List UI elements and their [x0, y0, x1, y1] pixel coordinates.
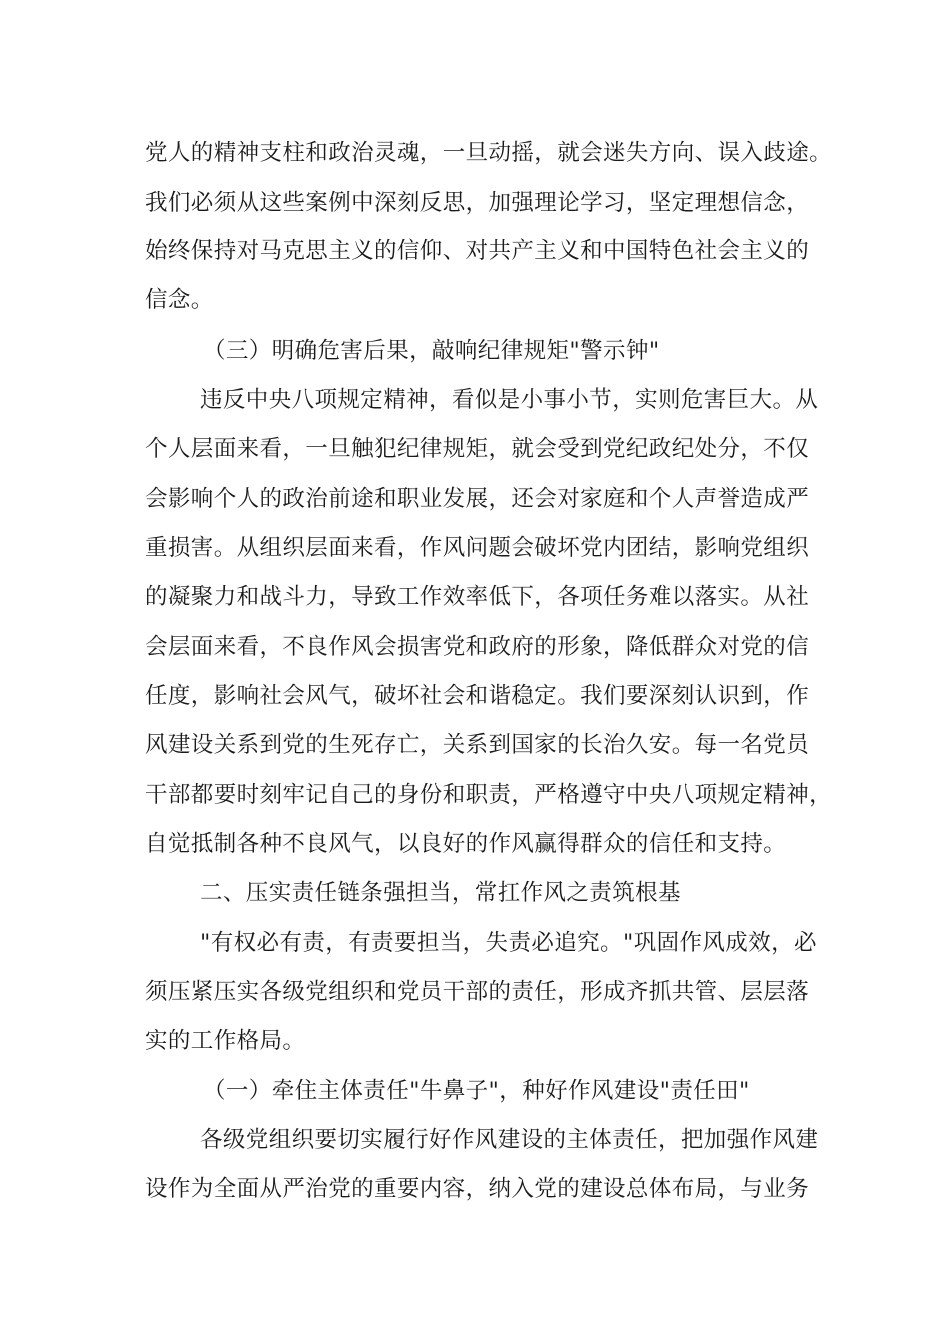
paragraph-line: 会影响个人的政治前途和职业发展，还会对家庭和个人声誉造成严	[145, 486, 810, 512]
paragraph-line: 风建设关系到党的生死存亡，关系到国家的长治久安。每一名党员	[145, 732, 810, 758]
chapter-heading: 二、压实责任链条强担当，常扛作风之责筑根基	[200, 880, 681, 906]
paragraph-line: 须压紧压实各级党组织和党员干部的责任，形成齐抓共管、层层落	[145, 979, 810, 1005]
paragraph-line: 的凝聚力和战斗力，导致工作效率低下，各项任务难以落实。从社	[145, 584, 810, 610]
paragraph-line: 违反中央八项规定精神，看似是小事小节，实则危害巨大。从	[200, 387, 819, 413]
paragraph-line: 个人层面来看，一旦触犯纪律规矩，就会受到党纪政纪处分，不仅	[145, 436, 810, 462]
paragraph-line: 任度，影响社会风气，破坏社会和谐稳定。我们要深刻认识到，作	[145, 683, 810, 709]
section-heading: （一）牵住主体责任"牛鼻子"，种好作风建设"责任田"	[203, 1078, 750, 1104]
paragraph-line: "有权必有责，有责要担当，失责必追究。"巩固作风成效，必	[200, 930, 817, 956]
paragraph-line: 会层面来看，不良作风会损害党和政府的形象，降低群众对党的信	[145, 634, 810, 660]
paragraph-line: 党人的精神支柱和政治灵魂，一旦动摇，就会迷失方向、误入歧途。	[145, 140, 833, 166]
paragraph-line: 我们必须从这些案例中深刻反思，加强理论学习，坚定理想信念，	[145, 190, 810, 216]
section-heading: （三）明确危害后果，敲响纪律规矩"警示钟"	[203, 338, 660, 364]
paragraph-line: 始终保持对马克思主义的信仰、对共产主义和中国特色社会主义的	[145, 238, 810, 264]
paragraph-line: 实的工作格局。	[145, 1028, 306, 1054]
paragraph-line: 自觉抵制各种不良风气，以良好的作风赢得群众的信任和支持。	[145, 831, 787, 857]
paragraph-line: 重损害。从组织层面来看，作风问题会破坏党内团结，影响党组织	[145, 535, 810, 561]
paragraph-line: 信念。	[145, 287, 214, 313]
paragraph-line: 各级党组织要切实履行好作风建设的主体责任，把加强作风建	[200, 1127, 819, 1153]
paragraph-line: 设作为全面从严治党的重要内容，纳入党的建设总体布局，与业务	[145, 1176, 810, 1202]
paragraph-line: 干部都要时刻牢记自己的身份和职责，严格遵守中央八项规定精神，	[145, 782, 833, 808]
